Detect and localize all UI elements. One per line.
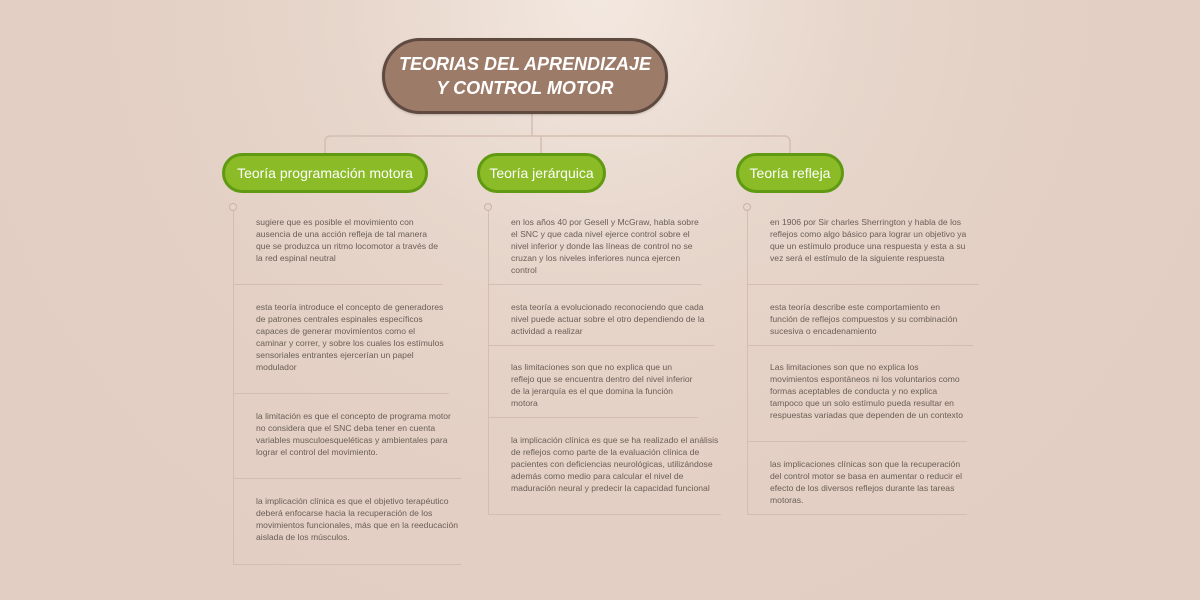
- leaf-text: en los años 40 por Gesell y McGraw, habla sobre el SNC y que cada nivel ejerce control sobre el nivel inferior y donde las líneas de control no se cruzan y los niveles inferiores nunca ejercen control: [511, 217, 699, 275]
- leaf-node[interactable]: [511, 217, 701, 277]
- leaf-text: esta teoría a evolucionado reconociendo que cada nivel puede actuar sobre el otro dependiendo de la actividad a realizar: [511, 302, 705, 336]
- branch-label: Teoría jerárquica: [489, 165, 594, 181]
- leaf-node[interactable]: [256, 302, 446, 373]
- leaf-node[interactable]: [256, 411, 461, 459]
- leaf-underline: [233, 478, 461, 479]
- leaf-node[interactable]: [770, 459, 966, 507]
- leaf-text: la implicación clínica es que se ha realizado el análisis de reflejos como parte de la evaluación clínica de pacientes con deficiencias neurológicas, utilizándose además como medio para calcular el nivel de maduración neural y predecir la capacidad funcional: [511, 435, 719, 493]
- leaf-node[interactable]: [256, 496, 459, 544]
- collapse-knob[interactable]: [229, 203, 237, 211]
- leaf-text: la implicación clínica es que el objetivo terapéutico deberá enfocarse hacia la recuperación de los movimientos funcionales, más que en la reeducación aislada de los músculos.: [256, 496, 459, 542]
- leaf-underline: [233, 393, 449, 394]
- root-title-line2: Y CONTROL MOTOR: [436, 78, 614, 98]
- leaf-underline: [488, 514, 721, 515]
- root-topic[interactable]: [382, 38, 668, 114]
- leaf-node[interactable]: [511, 302, 711, 338]
- leaf-node[interactable]: [770, 302, 970, 338]
- branch-jerarquica[interactable]: [477, 153, 606, 193]
- leaf-underline: [747, 441, 967, 442]
- leaf-underline: [488, 417, 698, 418]
- branch-label: Teoría refleja: [749, 165, 831, 181]
- leaf-text: sugiere que es posible el movimiento con ausencia de una acción refleja de tal manera que se produzca un ritmo locomotor a través de la red espinal neutral: [256, 217, 438, 263]
- leaf-stem: [233, 211, 234, 564]
- root-title-line1: TEORIAS DEL APRENDIZAJE: [398, 54, 652, 74]
- leaf-underline: [233, 564, 461, 565]
- leaf-text: las implicaciones clínicas son que la recuperación del control motor se basa en aumentar o reducir el efecto de los diversos reflejos durante las tareas motoras.: [770, 459, 963, 505]
- leaf-underline: [233, 284, 443, 285]
- leaf-underline: [488, 284, 702, 285]
- leaf-underline: [747, 514, 967, 515]
- leaf-node[interactable]: [256, 217, 441, 265]
- leaf-text: esta teoría introduce el concepto de generadores de patrones centrales espinales específicos capaces de generar movimientos como el caminar y correr, y sobre los cuales los estímulos sensoriales entrantes ejercerían un papel modulador: [256, 302, 444, 372]
- leaf-text: las limitaciones son que no explica que un reflejo que se encuentra dentro del nivel inferior de la jerarquía es el que domina la función motora: [511, 362, 693, 408]
- leaf-text: en 1906 por Sir charles Sherrington y habla de los reflejos como algo básico para lograr un objetivo ya que un estímulo produce una respuesta y esta a su vez será el estímulo de la siguiente respuesta: [770, 217, 967, 263]
- leaf-stem: [747, 211, 748, 515]
- leaf-underline: [488, 345, 714, 346]
- collapse-knob[interactable]: [743, 203, 751, 211]
- leaf-text: esta teoría describe este comportamiento en función de reflejos compuestos y su combinación sucesiva o encadenamiento: [770, 302, 958, 336]
- leaf-underline: [747, 284, 979, 285]
- leaf-text: Las limitaciones son que no explica los movimientos espontáneos ni los voluntarios como formas aceptables de conducta y no explica tampoco que un solo estímulo pueda resultar en respuestas variadas que dependen de un contexto: [770, 362, 964, 420]
- leaf-node[interactable]: [770, 217, 976, 265]
- leaf-underline: [747, 345, 973, 346]
- leaf-node[interactable]: [511, 435, 719, 495]
- branch-refleja[interactable]: [736, 153, 844, 193]
- leaf-stem: [488, 211, 489, 515]
- collapse-knob[interactable]: [484, 203, 492, 211]
- leaf-node[interactable]: [770, 362, 966, 422]
- branch-programacion-motora[interactable]: [222, 153, 428, 193]
- leaf-text: la limitación es que el concepto de programa motor no considera que el SNC deba tener en cuenta variables musculoesqueléticas y ambientales para lograr el control del movimiento.: [256, 411, 451, 457]
- leaf-node[interactable]: [511, 362, 697, 410]
- branch-label: Teoría programación motora: [237, 165, 413, 181]
